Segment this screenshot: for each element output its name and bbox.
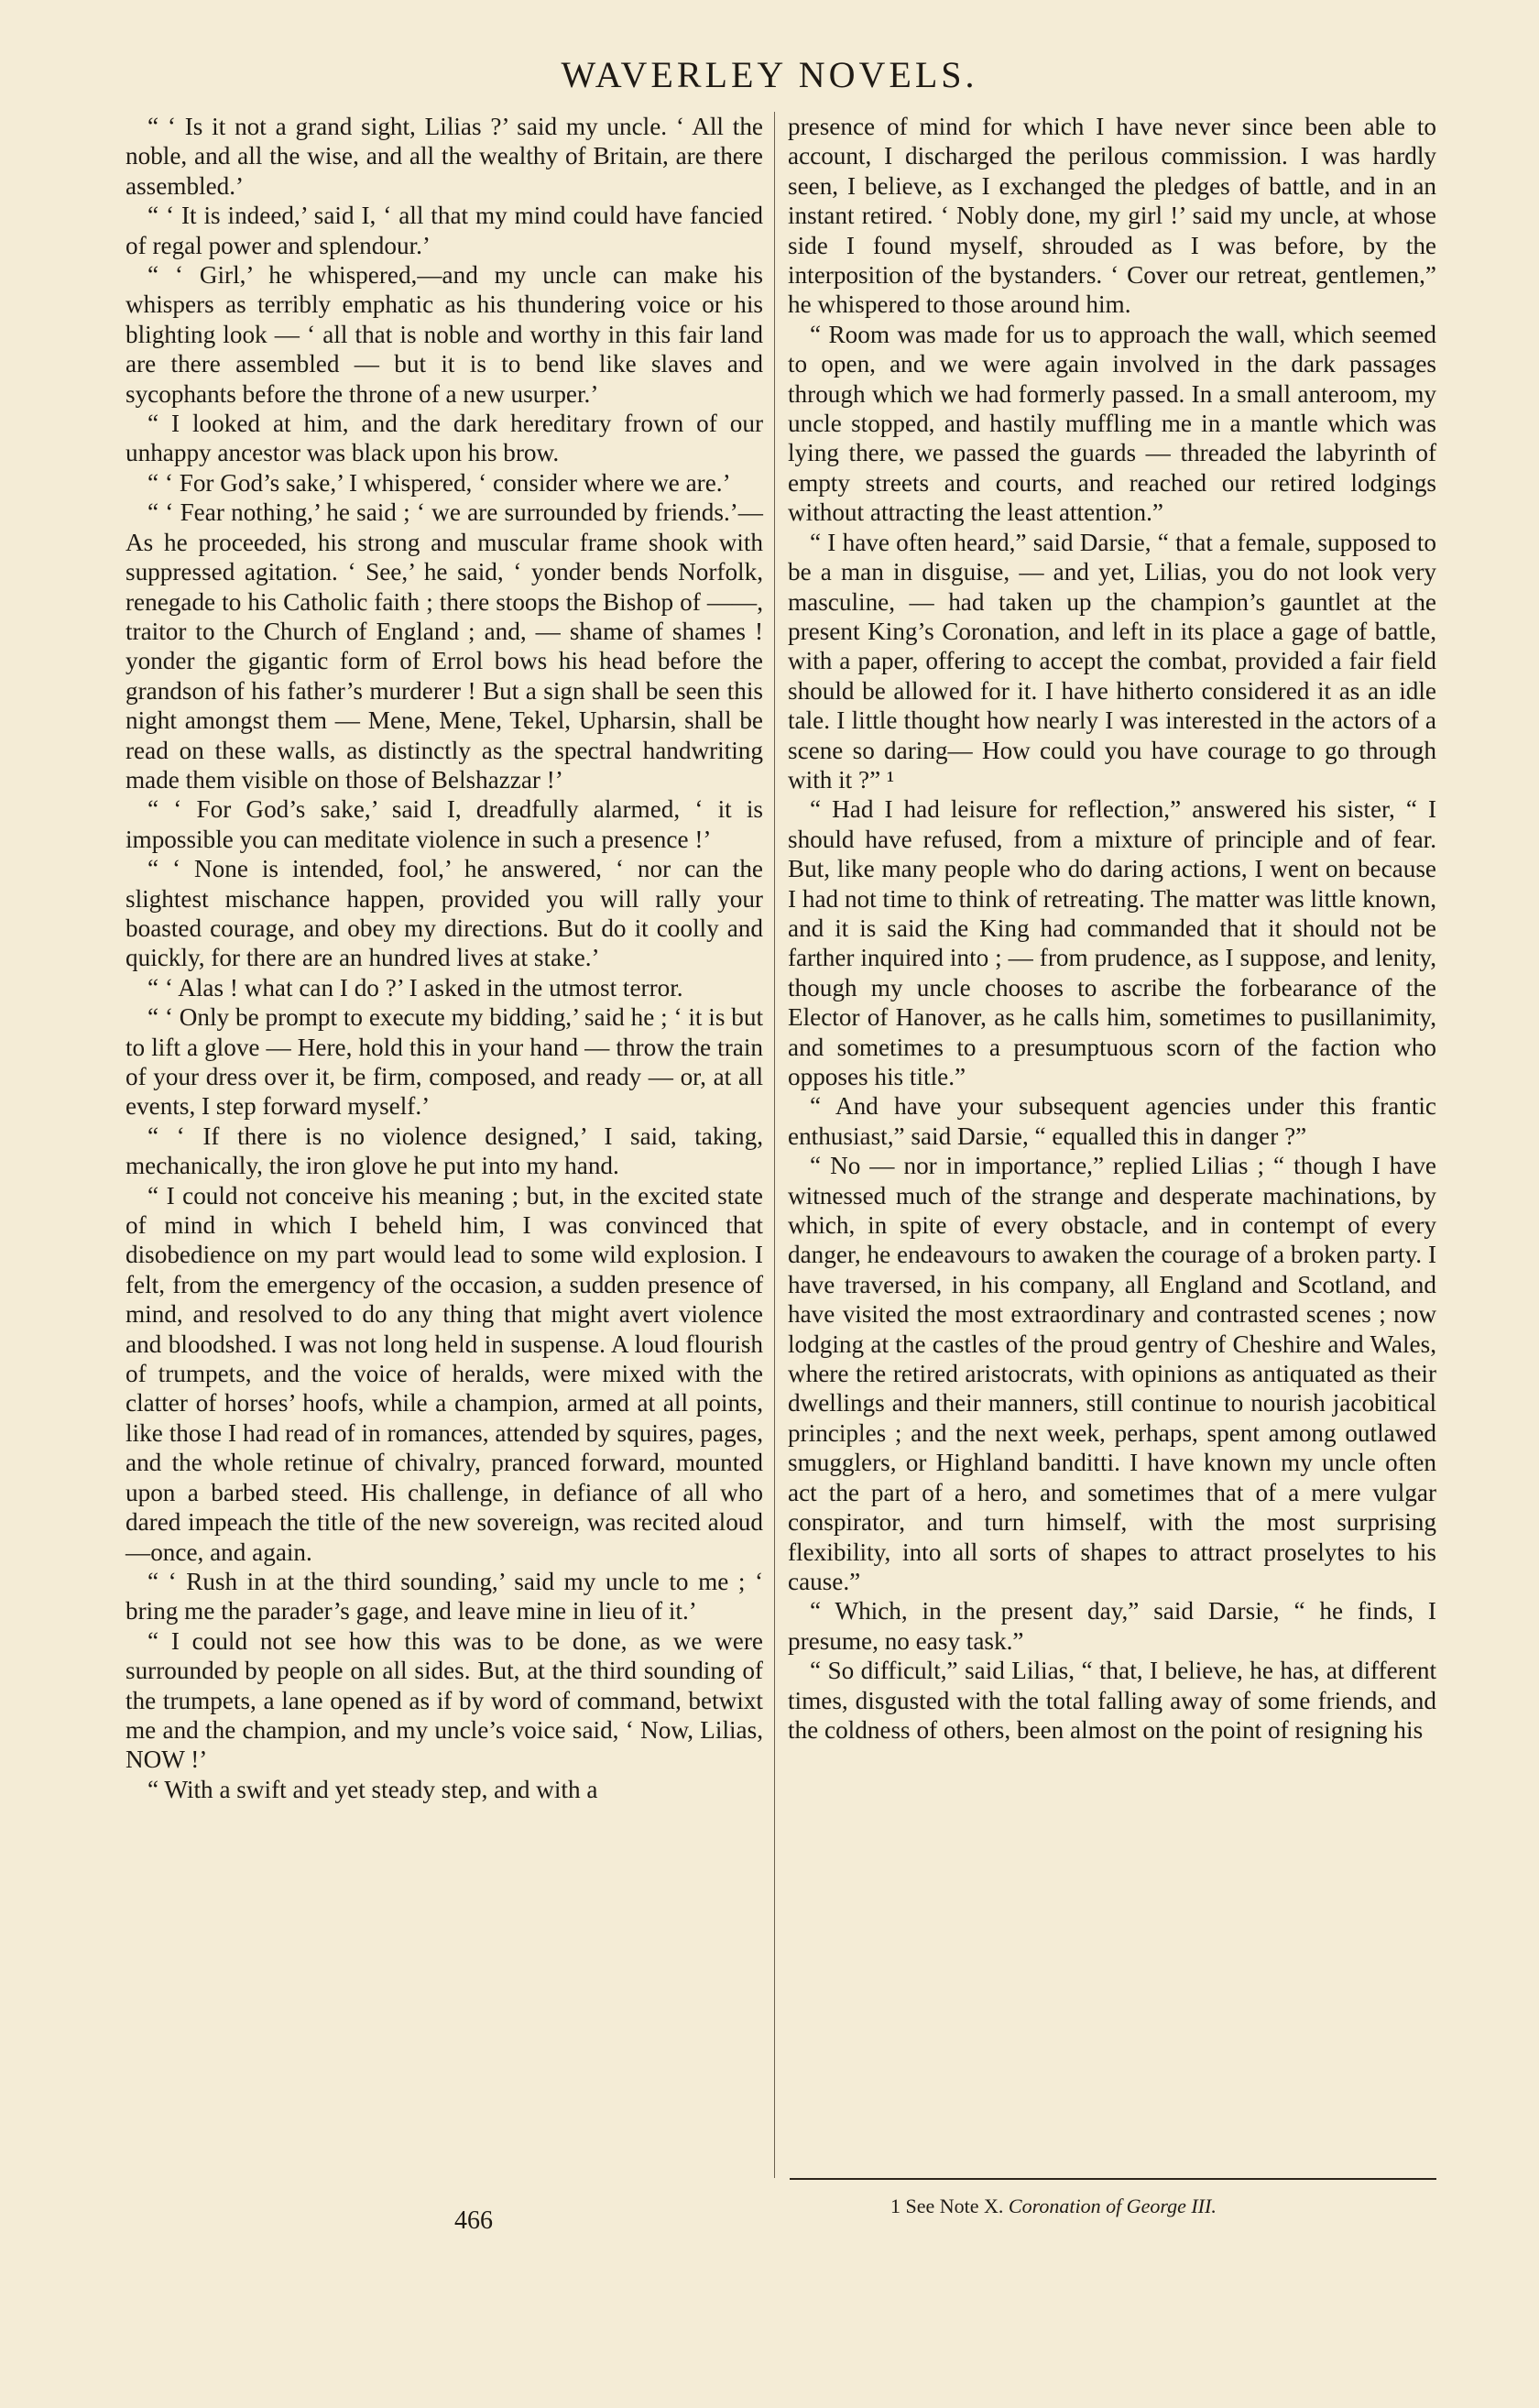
page-header: WAVERLEY NOVELS. xyxy=(561,54,978,95)
paragraph: “ ‘ Girl,’ he whispered,—and my uncle can make his whispers as terribly emphatic as his thundering voice or his blighting look — ‘ all that is noble and worthy in this fair land are there assembled — but it is to bend like slaves and sycophants before the throne of a new usurper.’ xyxy=(126,261,763,408)
footnote-marker: 1 xyxy=(890,2195,900,2217)
paragraph: “ Which, in the present day,” said Darsie, “ he finds, I presume, no easy task.” xyxy=(788,1597,1436,1655)
paragraph: “ Room was made for us to approach the wall, which seemed to open, and we were again involved in the dark passages through which we had formerly passed. In a small anteroom, my uncle stopped, and hastily muffling me in a mantle which was lying there, we passed the guards — threaded the labyrinth of empty streets and courts, and reached our retired lodgings without attracting the least attention.” xyxy=(788,320,1436,527)
paragraph: “ ‘ Is it not a grand sight, Lilias ?’ said my uncle. ‘ All the noble, and all the wise, and all the wealthy of Britain, are there assembled.’ xyxy=(126,113,763,200)
paragraph: “ ‘ Only be prompt to execute my bidding,’ said he ; ‘ it is but to lift a glove — Here, hold this in your hand — throw the train of your dress over it, be firm, composed, and ready — or, at all events, I step forward myself.’ xyxy=(126,1003,763,1121)
paragraph: “ ‘ Rush in at the third sounding,’ said my uncle to me ; ‘ bring me the parader’s gage, and leave mine in lieu of it.’ xyxy=(126,1567,763,1625)
footnote-rule xyxy=(790,2178,1436,2180)
paragraph: “ ‘ For God’s sake,’ I whispered, ‘ consider where we are.’ xyxy=(147,468,731,497)
paragraph: “ So difficult,” said Lilias, “ that, I believe, he has, at different times, disgusted with the total falling away of some friends, and the coldness of others, been almost on the point of resigning his xyxy=(788,1657,1436,1744)
paragraph: “ I have often heard,” said Darsie, “ that a female, supposed to be a man in disguise, — and yet, Lilias, you do not look very masculine, — had taken up the champion’s gauntlet at the present King’s Coronation, and left in its place a gage of battle, with a paper, offering to accept the combat, provided a fair field should be allowed for it. I have hitherto considered it as an idle tale. I little thought how nearly I was interested in the actors of a scene so daring— How could you have courage to go through with it ?” ¹ xyxy=(788,528,1436,794)
footnote xyxy=(890,2195,1436,2218)
paragraph: “ I looked at him, and the dark hereditary frown of our unhappy ancestor was black upon his brow. xyxy=(126,410,763,467)
paragraph: “ ‘ Fear nothing,’ he said ; ‘ we are surrounded by friends.’—As he proceeded, his strong and muscular frame shook with suppressed agitation. ‘ See,’ he said, ‘ yonder bends Norfolk, renegade to his Catholic faith ; there stoops the Bishop of ——, traitor to the Church of England ; and, — shame of shames ! yonder the gigantic form of Errol bows his head before the grandson of his father’s murderer ! But a sign shall be seen this night amongst them — Mene, Mene, Tekel, Upharsin, shall be read on these walls, as distinctly as the spectral handwriting made them visible on those of Belshazzar !’ xyxy=(126,498,763,794)
paragraph: “ ‘ If there is no violence designed,’ I said, taking, mechanically, the iron glove he put into my hand. xyxy=(126,1122,763,1180)
footnote-title: Coronation of George III. xyxy=(1008,2195,1217,2217)
paragraph: “ ‘ None is intended, fool,’ he answered, ‘ nor can the slightest mischance happen, provided you will rally your boasted courage, and obey my directions. But do it coolly and quickly, for there are an hundred lives at stake.’ xyxy=(126,855,763,972)
page-number: 466 xyxy=(454,2206,493,2235)
paragraph: “ ‘ Alas ! what can I do ?’ I asked in the utmost terror. xyxy=(147,973,683,1002)
left-column xyxy=(126,112,763,1804)
paragraph: “ Had I had leisure for reflection,” answered his sister, “ I should have refused, from a mixture of principle and of fear. But, like many people who do daring actions, I went on because I had not time to think of retreating. The matter was little known, and it is said the King had commanded that it should not be farther inquired into ; — from prudence, as I suppose, and lenity, though my uncle chooses to ascribe the forbearance of the Elector of Hanover, as he calls him, sometimes to pusillanimity, and sometimes to a presumptuous scorn of the faction who opposes his title.” xyxy=(788,795,1436,1090)
footnote-prefix: See Note X. xyxy=(905,2195,1004,2217)
paragraph: “ With a swift and yet steady step, and with a xyxy=(147,1775,598,1803)
right-column xyxy=(788,112,1436,1745)
paragraph: “ No — nor in importance,” replied Lilias ; “ though I have witnessed much of the strange and desperate machinations, by which, in spite of every obstacle, and in contempt of every danger, he endeavours to awaken the courage of a broken party. I have traversed, in his company, all England and Scotland, and have visited the most extraordinary and contrasted scenes ; now lodging at the castles of the proud gentry of Cheshire and Wales, where the retired aristocrats, with opinions as antiquated as their dwellings and their manners, still continue to nourish jacobitical principles ; and the next week, perhaps, spent among outlawed smugglers, or Highland banditti. I have known my uncle often act the part of a hero, and sometimes that of a mere vulgar conspirator, and turn himself, with the most surprising flexibility, into all sorts of shapes to attract proselytes to his cause.” xyxy=(788,1152,1436,1595)
paragraph: presence of mind for which I have never since been able to account, I discharged the perilous commission. I was hardly seen, I believe, as I exchanged the pledges of battle, and in an instant retired. ‘ Nobly done, my girl !’ said my uncle, at whose side I found myself, shrouded as I was before, by the interposition of the bystanders. ‘ Cover our retreat, gentlemen,” he whispered to those around him. xyxy=(788,113,1436,319)
paragraph: “ I could not see how this was to be done, as we were surrounded by people on all sides. But, at the third sounding of the trumpets, a lane opened as if by word of command, betwixt me and the champion, and my uncle’s voice said, ‘ Now, Lilias, NOW !’ xyxy=(126,1626,763,1774)
paragraph: “ ‘ It is indeed,’ said I, ‘ all that my mind could have fancied of regal power and splendour.’ xyxy=(126,202,763,259)
paragraph: “ I could not conceive his meaning ; but, in the excited state of mind in which I beheld him, I was convinced that disobedience on my part would lead to some wild explosion. I felt, from the emergency of the occasion, a sudden presence of mind, and resolved to do any thing that might avert violence and bloodshed. I was not long held in suspense. A loud flourish of trumpets, and the voice of heralds, were mixed with the clatter of horses’ hoofs, while a champion, armed at all points, like those I had read of in romances, attended by squires, pages, and the whole retinue of chivalry, pranced forward, mounted upon a barbed steed. His challenge, in defiance of all who dared impeach the title of the new sovereign, was recited aloud—once, and again. xyxy=(126,1181,763,1566)
column-divider xyxy=(774,112,775,2178)
paragraph: “ ‘ For God’s sake,’ said I, dreadfully alarmed, ‘ it is impossible you can meditate violence in such a presence !’ xyxy=(126,795,763,853)
paragraph: “ And have your subsequent agencies under this frantic enthusiast,” said Darsie, “ equalled this in danger ?” xyxy=(788,1092,1436,1150)
